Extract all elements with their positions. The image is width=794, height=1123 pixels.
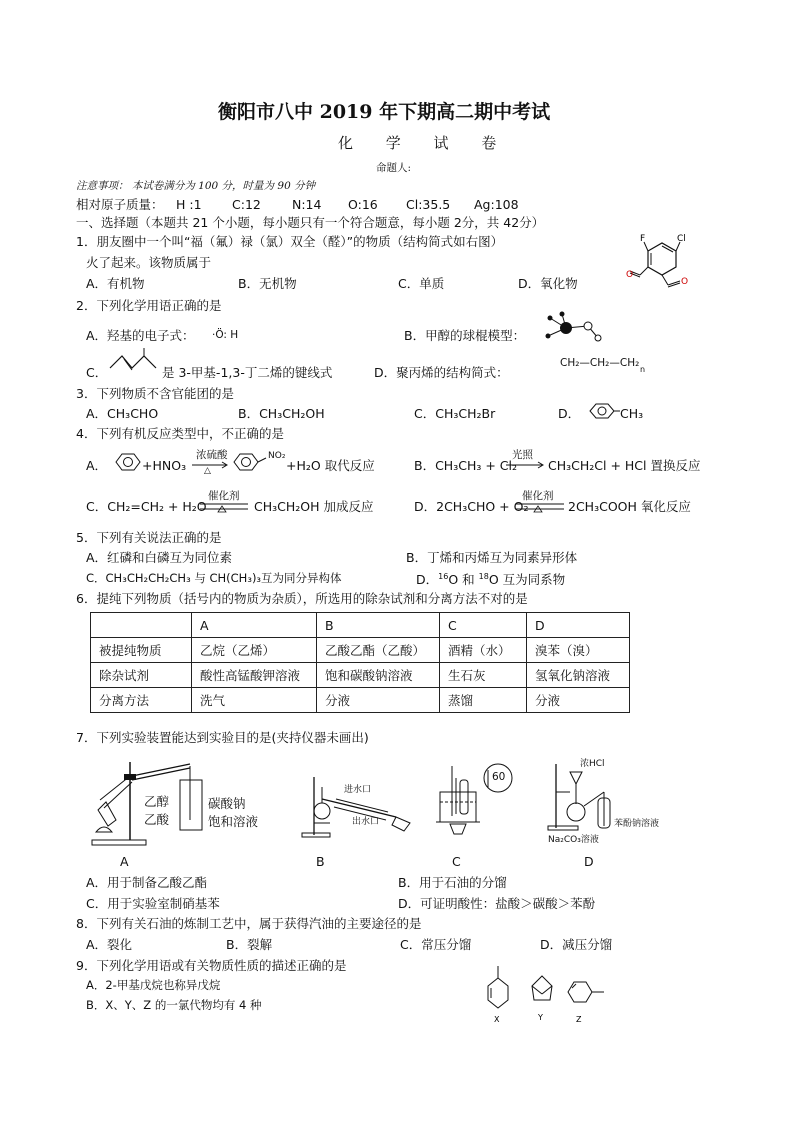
q5-d-tail: O 互为同系物 — [488, 572, 566, 588]
table-cell: 氢氧化钠溶液 — [527, 663, 630, 688]
q9-structures-xyz — [480, 962, 620, 1024]
table-cell: 生石灰 — [440, 663, 527, 688]
table-cell: 饱和碳酸钠溶液 — [317, 663, 440, 688]
q1-structure-diagram — [610, 233, 700, 298]
apparatus-b-caption: B — [316, 854, 325, 869]
apparatus-a-label-3: 碳酸钠 — [208, 796, 246, 811]
q5-d-mid: O 和 — [448, 572, 479, 588]
q1-struct-cl: Cl — [677, 234, 686, 244]
q1-option-c: C．单质 — [398, 276, 445, 291]
mass-ag: Ag:108 — [474, 197, 519, 212]
table-cell: 溴苯（溴） — [527, 638, 630, 663]
benzene-ring-icon — [112, 452, 146, 472]
q2-option-a: A．羟基的电子式： — [86, 328, 195, 343]
apparatus-a-label-4: 饱和溶液 — [208, 814, 259, 829]
q2-stem: 2．下列化学用语正确的是 — [76, 298, 222, 313]
structure-x-label: X — [494, 1015, 500, 1024]
q5-option-b: B．丁烯和丙烯互为同素异形体 — [406, 550, 578, 565]
apparatus-d-carbonate: Na₂CO₃溶液 — [548, 835, 599, 845]
nitrobenzene-ring-icon — [230, 452, 270, 472]
q2-c-text: 是 3-甲基-1,3-丁二烯的键线式 — [162, 365, 333, 380]
table-cell: C — [440, 613, 527, 638]
q4-d-reversible-arrow — [516, 502, 568, 512]
q4-d-condition: 催化剂 — [522, 490, 554, 502]
apparatus-d-caption: D — [584, 854, 594, 869]
apparatus-c-water-bath — [436, 758, 516, 838]
q5-stem: 5．下列有关说法正确的是 — [76, 530, 222, 545]
q3-option-a: A．CH₃CHO — [86, 406, 159, 421]
q1-struct-f: F — [640, 234, 646, 244]
q1-option-b: B．无机物 — [238, 276, 297, 291]
mass-h: H :1 — [176, 197, 202, 212]
apparatus-c-thermometer-reading: 60 — [492, 771, 506, 783]
q4-c-tail: CH₃CH₂OH 加成反应 — [254, 499, 374, 514]
exam-subtitle: 化 学 试 卷 — [338, 134, 511, 152]
methanol-ball-stick-model — [540, 312, 610, 350]
apparatus-b-water-in: 进水口 — [344, 785, 372, 795]
q7-option-b: B．用于石油的分馏 — [398, 875, 507, 890]
q2-d-formula: CH₂—CH₂—CH₂ — [560, 357, 640, 369]
table-cell: 酒精（水） — [440, 638, 527, 663]
table-cell: 乙酸乙酯（乙酸） — [317, 638, 440, 663]
q4-a-delta: △ — [204, 466, 211, 476]
table-cell: 蒸馏 — [440, 688, 527, 713]
apparatus-d-phenoxide: 苯酚钠溶液 — [614, 819, 660, 829]
q5-d-isotope-a: 16 — [438, 572, 449, 581]
table-cell: A — [192, 613, 317, 638]
table-cell: 分液 — [317, 688, 440, 713]
q2-option-b: B．甲醇的球棍模型： — [404, 328, 526, 343]
q1-stem-2: 火了起来。该物质属于 — [86, 255, 212, 270]
exam-title: 衡阳市八中 2019 年下期高二期中考试 — [218, 101, 551, 123]
q2-d-subscript: n — [640, 365, 646, 374]
apparatus-a-caption: A — [120, 854, 129, 869]
apparatus-a-label-2: 乙酸 — [144, 812, 170, 827]
q8-option-a: A．裂化 — [86, 937, 133, 952]
q2-c-skeletal-formula — [108, 348, 164, 376]
q5-option-a: A．红磷和白磷互为同位素 — [86, 550, 233, 565]
q5-option-c: C．CH₃CH₂CH₂CH₃ 与 CH(CH₃)₃互为同分异构体 — [86, 571, 342, 585]
q3-stem: 3．下列物质不含官能团的是 — [76, 386, 234, 401]
table-cell: 分液 — [527, 688, 630, 713]
table-row — [91, 663, 630, 688]
author-line: 命题人: — [376, 162, 412, 174]
q7-option-c: C．用于实验室制硝基苯 — [86, 896, 220, 911]
q4-option-b: B．CH₃CH₃ + Cl₂ — [414, 458, 517, 473]
q4-a-tail: +H₂O 取代反应 — [286, 458, 375, 473]
q4-a-prefix: A． — [86, 458, 108, 473]
q7-stem: 7．下列实验装置能达到实验目的是(夹持仪器未画出) — [76, 730, 369, 745]
q5-d-prefix: D． — [416, 572, 439, 588]
table-row — [91, 613, 630, 638]
q2-option-d: D．聚丙烯的结构简式： — [374, 365, 509, 380]
table-cell: 洗气 — [192, 688, 317, 713]
atomic-mass-label: 相对原子质量： — [76, 197, 164, 212]
q8-stem: 8．下列有关石油的炼制工艺中，属于获得汽油的主要途径的是 — [76, 916, 422, 931]
table-cell: 除杂试剂 — [91, 663, 192, 688]
structure-z-label: Z — [576, 1015, 582, 1024]
table-cell: 乙烷（乙烯） — [192, 638, 317, 663]
q4-a-condition: 浓硫酸 — [196, 449, 228, 461]
q8-option-d: D．减压分馏 — [540, 937, 613, 952]
q2-option-c: C． — [86, 365, 108, 380]
table-cell: D — [527, 613, 630, 638]
q4-b-tail: CH₃CH₂Cl + HCl 置换反应 — [548, 458, 701, 473]
q4-stem: 4．下列有机反应类型中，不正确的是 — [76, 426, 284, 441]
mass-n: N:14 — [292, 197, 322, 212]
mass-c: C:12 — [232, 197, 261, 212]
table-cell: 分离方法 — [91, 688, 192, 713]
q4-a-arrow — [192, 462, 230, 468]
q9-option-a: A．2-甲基戊烷也称异戊烷 — [86, 978, 221, 992]
q9-stem: 9．下列化学用语或有关物质性质的描述正确的是 — [76, 958, 347, 973]
q6-table — [90, 612, 630, 713]
notice: 注意事项： 本试卷满分为 100 分，时量为 90 分钟 — [76, 180, 316, 192]
q7-option-d: D．可证明酸性：盐酸＞碳酸＞苯酚 — [398, 896, 596, 911]
svg-text:O: O — [626, 270, 634, 280]
table-cell: B — [317, 613, 440, 638]
table-cell: 被提纯物质 — [91, 638, 192, 663]
q3-option-c: C．CH₃CH₂Br — [414, 406, 496, 421]
mass-o: O:16 — [348, 197, 378, 212]
table-cell — [91, 613, 192, 638]
apparatus-c-caption: C — [452, 854, 461, 869]
q4-a-product: NO₂ — [268, 451, 286, 461]
q8-option-c: C．常压分馏 — [400, 937, 472, 952]
q1-stem: 1．朋友圈中一个叫“福（氟）禄（氯）双全（醛）”的物质（结构简式如右图） — [76, 234, 504, 249]
atomic-mass-line — [76, 199, 164, 212]
svg-text:O: O — [681, 277, 689, 287]
table-row — [91, 638, 630, 663]
q4-c-reversible-arrow — [200, 502, 252, 512]
apparatus-a-label-1: 乙醇 — [144, 794, 170, 809]
mass-cl: Cl:35.5 — [406, 197, 451, 212]
q4-a-reactant: +HNO₃ — [142, 458, 187, 473]
q4-d-tail: 2CH₃COOH 氧化反应 — [568, 499, 691, 514]
apparatus-d-conc-hcl: 浓HCl — [580, 759, 605, 769]
structure-y-label: Y — [538, 1013, 543, 1022]
table-cell: 酸性高锰酸钾溶液 — [192, 663, 317, 688]
q3-option-d: D． — [558, 406, 581, 421]
q2-a-formula: ·Ö: H — [212, 329, 239, 341]
q4-c-condition: 催化剂 — [208, 490, 240, 502]
table-row — [91, 688, 630, 713]
q4-option-c: C．CH₂=CH₂ + H₂O — [86, 499, 207, 514]
section-heading: 一、选择题（本题共 21 个小题，每小题只有一个符合题意，每小题 2分，共 42分） — [76, 215, 545, 230]
q8-option-b: B．裂解 — [226, 937, 273, 952]
q3-option-b: B．CH₃CH₂OH — [238, 406, 325, 421]
q6-stem: 6．提纯下列物质（括号内的物质为杂质），所选用的除杂试剂和分离方法不对的是 — [76, 591, 528, 606]
q5-option-d — [416, 573, 565, 587]
q4-option-d: D．2CH₃CHO + O₂ — [414, 499, 529, 514]
q9-option-b: B．X、Y、Z 的一氯代物均有 4 种 — [86, 998, 262, 1012]
q4-b-arrow — [506, 462, 546, 468]
q7-option-a: A．用于制备乙酸乙酯 — [86, 875, 208, 890]
q3-d-label: CH₃ — [620, 406, 644, 421]
apparatus-b-water-out: 出水口 — [352, 817, 380, 827]
q1-option-d: D．氧化物 — [518, 276, 578, 291]
q4-b-condition: 光照 — [512, 449, 533, 461]
q5-d-isotope-b: 18 — [478, 572, 489, 581]
q1-option-a: A．有机物 — [86, 276, 145, 291]
